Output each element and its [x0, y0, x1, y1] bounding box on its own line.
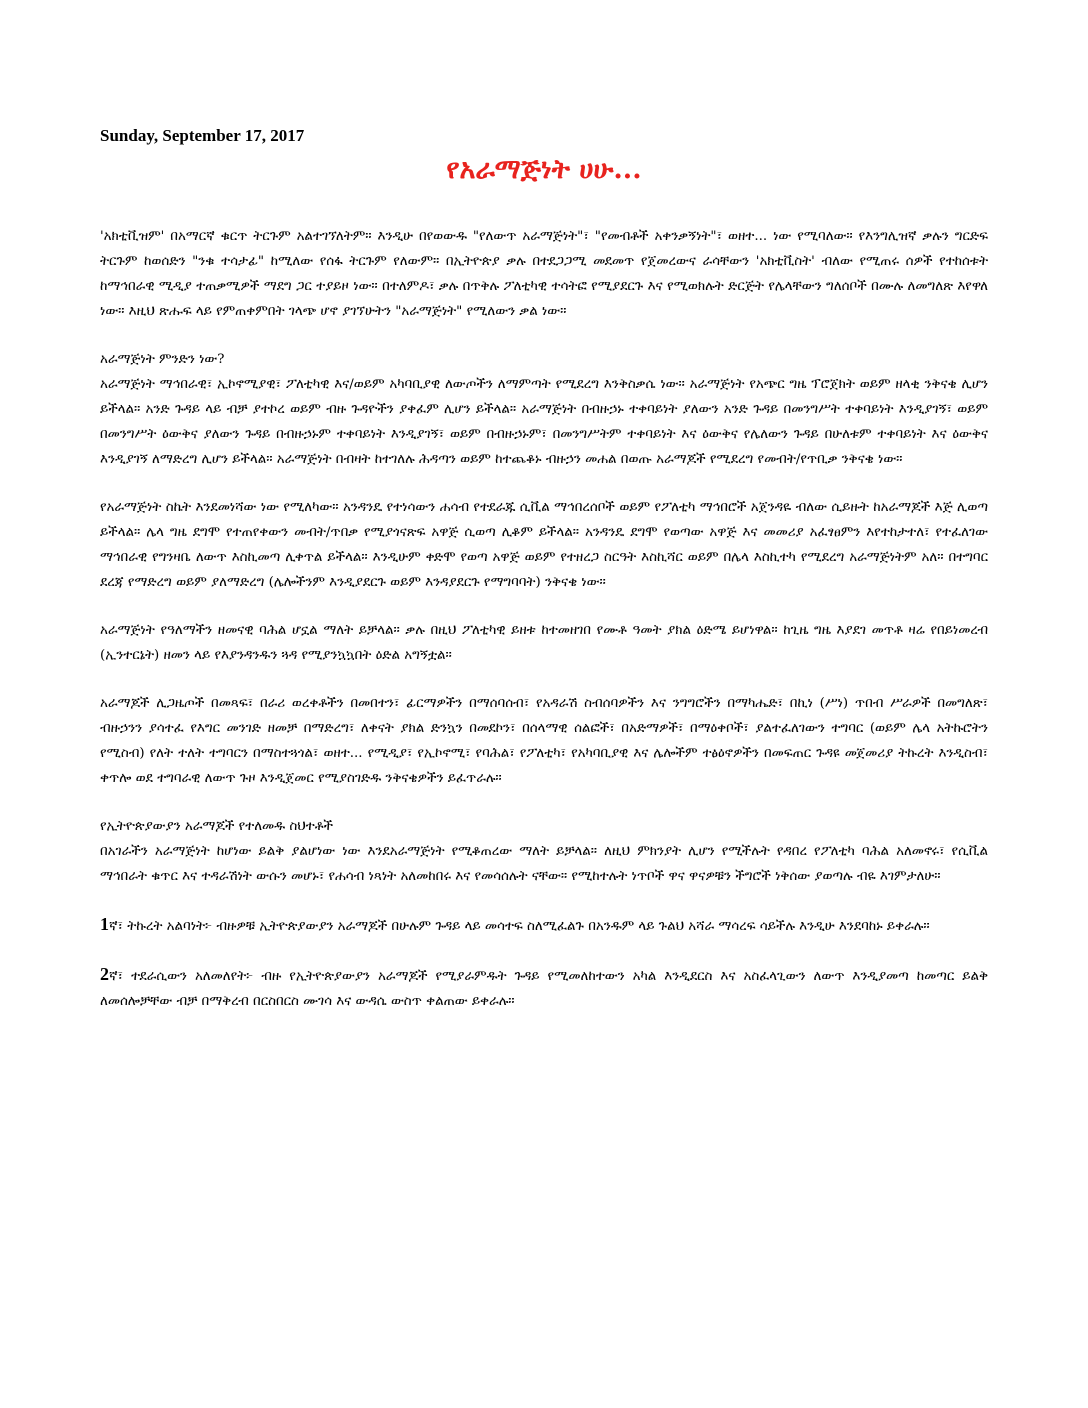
post-title: የአራማጅነት ሀሁ... — [446, 154, 642, 185]
numbered-point — [100, 962, 988, 1014]
point-text: ኛ፣ ተደራሲውን አለመለየት፦ ብዙ የኢትዮጵያውያን አራማጆች የሚያራምዱት ጉዳይ የሚመለከተውን አካል እንዲደርስ እና አስፈላጊውን ለውጥ እንዲያመጣ ከመጣር ይልቅ ለመሰሎቻቸው ብቻ በማቅረብ በርስበርስ ሙገሳ እና ውዳሴ ውስጥ ቀልጠው ይቀራሉ። — [100, 969, 988, 1009]
point-number: 1 — [100, 914, 109, 934]
blog-post — [100, 126, 988, 1037]
intro-paragraph: 'አክቲቪዝም' በአማርኛ ቁርጥ ትርጉም አልተገኘለትም። እንዲሁ በየወውዱ "የለውጥ አራማጅነት"፣ "የመብቶች አቀንቃኝነት"፣ ወዘተ... ነው የሚባለው። የእንግሊዝኛ ቃሉን ግርድፍ ትርጉም ከወሰድን "ንቁ ተሳታፊ" ከሚለው የሰፋ ትርጉም የለውም። በኢትዮጵያ ቃሉ በተደጋጋሚ መደመጥ የጀመረውና ራሳቸውን 'አክቲቪስት' ብለው የሚጠሩ ሰዎች የተከሰቱት ከማኅበራዊ ሚዲያ ተጠቃሚዎች ማደግ ጋር ተያይዞ ነው። በተለምዶ፣ ቃሉ በጥቅሉ ፖለቲካዊ ተሳትፎ የሚያደርጉ እና የሚወክሉት ድርጅት የሌላቸውን ግለሰቦች በሙሉ ለመግለጽ እየዋለ ነው። እዚህ ጽሑፍ ላይ የምጠቀምበት ገላጭ ሆኖ ያገኘሁትን "አራማጅነት" የሚለውን ቃል ነው። — [100, 229, 988, 319]
section-heading: የኢትዮጵያውያን አራማጆች የተለመዱ ስህተቶች — [100, 819, 333, 834]
section-body: በአገራችን አራማጅነት ከሆነው ይልቅ ያልሆነው ነው እንደአራማጅነት የሚቆጠረው ማለት ይቻላል። ለዚህ ምክንያት ሊሆን የሚችሉት የዳበረ የፖለቲካ ባሕል አለመኖሩ፣ የሲቪል ማኅበራት ቁጥር እና ተዳራሽነት ውሱን መሆኑ፣ የሐሳብ ነጻነት አለመከበሩ እና የመሳሰሉት ናቸው። የሚከተሉት ነጥቦች ዋና ዋናዎቹን ችግሮች ነቅሰው ያወጣሉ ብዬ እገምታለሁ። — [100, 844, 988, 884]
numbered-point — [100, 912, 988, 939]
section-heading: አራማጅነት ምንድን ነው? — [100, 352, 225, 367]
section-body: አራማጅነት ማኅበራዊ፣ ኢኮኖሚያዊ፣ ፖለቲካዊ እና/ወይም አካባቢያዊ ለውጦችን ለማምጣት የሚደረግ እንቅስቃሴ ነው። አራማጅነት የአጭር ግዜ ፕሮጀክት ወይም ዘላቂ ንቅናቄ ሊሆን ይችላል። አንድ ጉዳይ ላይ ብቻ ያተኮረ ወይም ብዙ ጉዳዮችን ያቀፈም ሊሆን ይችላል። አራማጅነት በብዙኃኑ ተቀባይነት ያለውን አንድ ጉዳይ በመንግሥት ተቀባይነት እንዲያገኝ፣ ወይም በመንግሥት ዕውቅና ያለውን ጉዳይ በብዙኃኑም ተቀባይነት እንዲያገኝ፣ ወይም በብዙኃኑም፣ በመንግሥትም ተቀባይነት እና ዕውቅና የሌለውን ጉዳይ በሁለቱም ተቀባይነት እና ዕውቅና እንዲያገኝ ለማድረግ ሊሆን ይችላል። አራማጅነት በብዛት ከተገለሉ ሕዳጣን ወይም ከተጨቆኑ ብዙኃን መሐል በወጡ አራማጆች የሚደረግ የመብት/የጥቢቃ ንቅናቄ ነው። — [100, 377, 989, 467]
section-common-mistakes — [100, 814, 988, 889]
point-text: ኛ፣ ትኩረት አልባነት፦ ብዙዎቹ ኢትዮጵያውያን አራማጆች በሁሉም ጉዳይ ላይ መሳተፍ ስለሚፈልጉ በአንዱም ላይ ጉልህ አሻራ ማሳረፍ ሳይችሉ እንዲሁ እንደባከኑ ይቀራሉ። — [109, 919, 930, 934]
body-paragraph: የአራማጅነት ስኬት እንደመነሻው ነው የሚለካው። አንዳንዴ የተነሳውን ሐሳብ የተደራጁ ሲቪል ማኅበረሰቦች ወይም የፖለቲካ ማኅበሮች አጀንዳዬ ብለው ሲይዙት ከአራማጆች እጅ ሊወጣ ይችላል። ሌላ ግዜ ደግሞ የተጠየቀውን መብት/ጥበቃ የሚያጎናጽፍ አዋጅ ሲወጣ ሊቆም ይችላል። አንዳንዴ ደግሞ የወጣው አዋጅ እና መመሪያ አፈፃፀምን እየተከታተለ፣ የተፈለገው ማኅበራዊ የግንዛቤ ለውጥ እስኪመጣ ሊቀጥል ይችላል። እንዲሁም ቀድሞ የወጣ አዋጅ ወይም የተዘረጋ ስርዓት እስኪሻር ወይም በሌላ እስኪተካ የሚደረግ አራማጅነትም አለ። በተግባር ደረጃ የማድረግ ወይም ያለማድረግ (ሌሎችንም እንዲያደርጉ ወይም እንዳያደርጉ የማግባባት) ንቅናቄ ነው። — [100, 500, 988, 590]
post-date: Sunday, September 17, 2017 — [100, 126, 305, 145]
body-paragraph: አራማጅነት የዓለማችን ዘመናዊ ባሕል ሆኗል ማለት ይቻላል። ቃሉ በዚህ ፖለቲካዊ ይዘቱ ከተመዘገበ የሙቶ ዓመት ያክል ዕድሜ ይሆነዋል። ከጊዜ ግዜ እያደገ መጥቶ ዛሬ የበይነመረብ (ኢንተርኔት) ዘመን ላይ የእያንዳንዱን ጓዳ የሚያንኳኳበት ዕድል አግኝቷል። — [100, 623, 988, 663]
section-what-is-activism — [100, 347, 988, 472]
point-number: 2 — [100, 964, 109, 984]
body-paragraph: አራማጆች ሊጋዜጦች በመጻፍ፣ በራሪ ወረቀቶችን በመበተን፣ ፊርማዎችን በማሰባሰብ፣ የአዳራሽ ስብሰባዎችን እና ንግግሮችን በማካሔድ፣ በኪነ (ሥነ) ጥበብ ሥራዎች በመግለጽ፣ ብዙኃንን ያሳተፈ የእግር መንገድ ዘመቻ በማድረግ፣ ለቀናት ያክል ድንኳን በመደኮን፣ በሰላማዊ ሰልፎች፣ በአድማዎች፣ በማዕቀቦች፣ ያልተፈለገውን ተግባር (ወይም ሌላ አትኩሮትን የሚስብ) የለት ተለት ተግባርን በማስተጓጎል፣ ወዘተ... የሚዲያ፣ የኢኮኖሚ፣ የባሕል፣ የፖለቲካ፣ የአካባቢያዊ እና ሌሎችም ተፅዕኖዎችን በመፍጠር ጉዳዩ መጀመሪያ ትኩረት እንዲስብ፣ ቀጥሎ ወደ ተግባራዊ ለውጥ ጉዞ እንዲጀመር የሚያስገድዱ ንቅናቄዎችን ይፈጥራሉ። — [100, 696, 988, 786]
